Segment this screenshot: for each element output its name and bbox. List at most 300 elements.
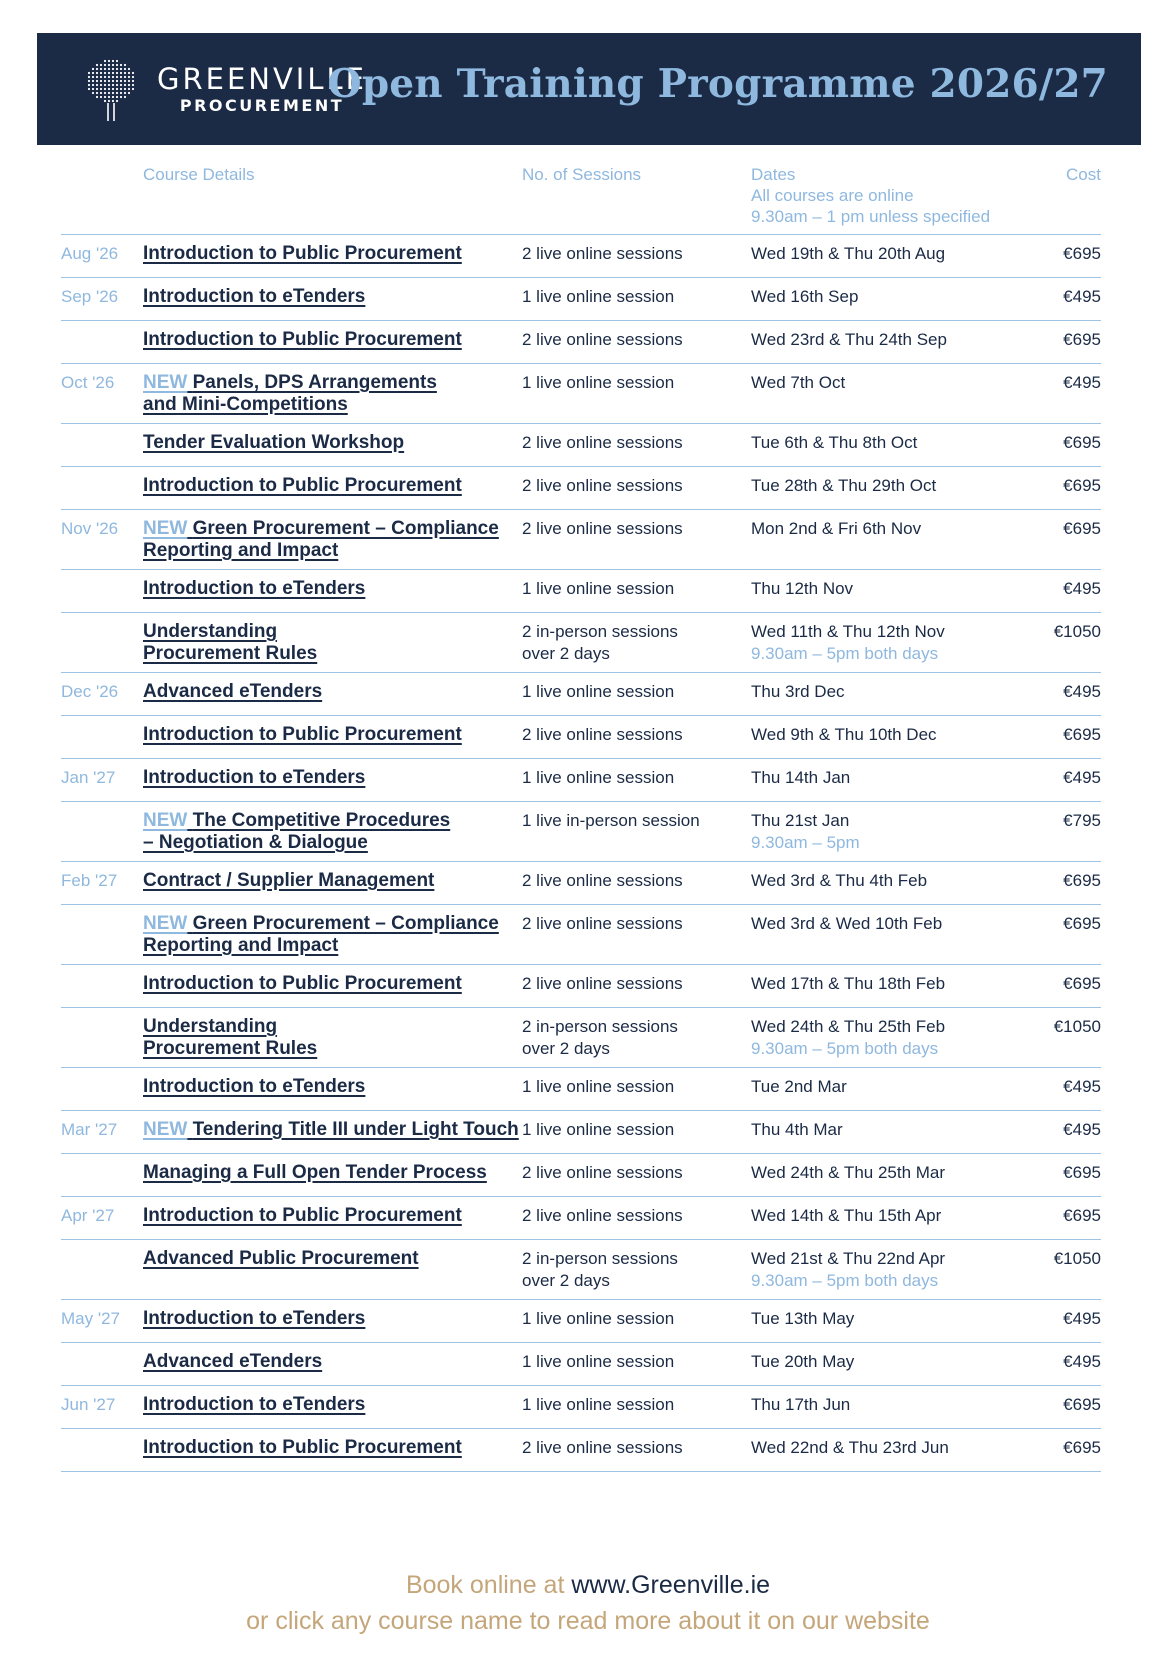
logo-dot (124, 92, 126, 94)
course-cell (143, 1437, 523, 1459)
header-banner (37, 33, 1141, 145)
new-badge[interactable]: NEW (143, 1119, 188, 1140)
logo-dot (92, 84, 94, 86)
month-label: Dec '26 (61, 682, 119, 701)
dates-cell (751, 578, 1041, 600)
logo-dot (116, 88, 118, 90)
logo-dot (120, 76, 122, 78)
dates-text: Wed 24th & Thu 25th Feb (751, 1017, 946, 1036)
dates-cell (751, 621, 1041, 665)
table-row (61, 759, 1101, 802)
header-cost: Cost (1066, 165, 1101, 184)
sessions-text: 2 in-person sessions (522, 1249, 678, 1268)
logo-dot (104, 88, 106, 90)
dates-time-note: 9.30am – 5pm both days (751, 644, 939, 663)
table-row (61, 1008, 1101, 1068)
cost-cell: €495 (1063, 579, 1101, 598)
logo-dot (88, 84, 90, 86)
course-cell (143, 767, 523, 789)
sessions-cell (522, 621, 747, 665)
logo-dot (124, 64, 126, 66)
dates-text: Wed 7th Oct (751, 373, 846, 392)
header-dates-note2: 9.30am – 1 pm unless specified (751, 207, 991, 226)
logo-dot (104, 84, 106, 86)
sessions-text: 2 live online sessions (522, 433, 683, 452)
logo-dot (116, 60, 118, 62)
logo-dot (120, 84, 122, 86)
dates-text: Wed 14th & Thu 15th Apr (751, 1206, 942, 1225)
sessions-text: 2 live online sessions (522, 476, 683, 495)
table-row (61, 278, 1101, 321)
logo-dot (112, 100, 114, 102)
logo-dot (132, 88, 134, 90)
cost-cell: €695 (1063, 725, 1101, 744)
dates-cell (751, 372, 1041, 394)
logo-dot (108, 88, 110, 90)
course-cell (143, 243, 523, 265)
course-link[interactable]: Introduction to Public Procurement (143, 329, 462, 350)
greenville-tree-logo-icon (81, 55, 141, 123)
cost-cell: €795 (1063, 811, 1101, 830)
logo-dot (104, 64, 106, 66)
logo-dot (112, 88, 114, 90)
logo-dot (116, 84, 118, 86)
dates-cell (751, 681, 1041, 703)
sessions-text: 2 in-person sessions (522, 1017, 678, 1036)
course-cell (143, 1351, 523, 1373)
logo-dot (108, 92, 110, 94)
cost-cell: €695 (1063, 519, 1101, 538)
table-row (61, 424, 1101, 467)
logo-dot (108, 80, 110, 82)
header-dates-note1: All courses are online (751, 186, 914, 205)
sessions-text: 1 live online session (522, 768, 675, 787)
dates-cell (751, 475, 1041, 497)
dates-text: Tue 28th & Thu 29th Oct (751, 476, 937, 495)
sessions-text: 1 live online session (522, 287, 675, 306)
dates-text: Thu 21st Jan (751, 811, 850, 830)
sessions-text: 1 live online session (522, 1352, 675, 1371)
sessions-text: 2 live online sessions (522, 1163, 683, 1182)
course-cell (143, 1394, 523, 1416)
logo-dot (96, 80, 98, 82)
course-cell (143, 286, 523, 308)
cost-cell: €495 (1063, 287, 1101, 306)
logo-dot (128, 80, 130, 82)
table-row (61, 1300, 1101, 1343)
course-link[interactable]: Introduction to Public Procurement (143, 243, 462, 264)
sessions-cell (522, 1076, 747, 1098)
sessions-text: 1 live online session (522, 682, 675, 701)
cost-cell: €695 (1063, 974, 1101, 993)
dates-text: Tue 6th & Thu 8th Oct (751, 433, 918, 452)
logo-dot (108, 72, 110, 74)
new-badge[interactable]: NEW (143, 518, 188, 539)
course-link[interactable]: Tender Evaluation Workshop (143, 432, 405, 453)
course-cell (143, 973, 523, 995)
course-link[interactable]: Reporting and Impact (143, 540, 339, 561)
logo-dot (104, 60, 106, 62)
table-row (61, 862, 1101, 905)
course-link[interactable]: Introduction to eTenders (143, 578, 366, 599)
month-label: Nov '26 (61, 519, 119, 538)
page-title: Open Training Programme 2026/27 (327, 61, 1108, 107)
sessions-text: 1 live online session (522, 1395, 675, 1414)
logo-dot (112, 76, 114, 78)
logo-dot (92, 92, 94, 94)
dates-time-note: 9.30am – 5pm both days (751, 1039, 939, 1058)
dates-text: Thu 4th Mar (751, 1120, 843, 1139)
course-link[interactable]: Introduction to Public Procurement (143, 1205, 462, 1226)
logo-dot (96, 92, 98, 94)
sessions-text: 2 in-person sessions (522, 622, 678, 641)
course-link[interactable]: Advanced eTenders (143, 681, 323, 702)
website-link[interactable]: www.Greenville.ie (571, 1571, 771, 1599)
course-link[interactable]: Contract / Supplier Management (143, 870, 435, 891)
brand-sub: PROCUREMENT (179, 96, 345, 115)
dates-cell (751, 329, 1041, 351)
logo-dot (92, 68, 94, 70)
dates-time-note: 9.30am – 5pm both days (751, 1271, 939, 1290)
cost-cell: €495 (1063, 1352, 1101, 1371)
cost-cell: €695 (1063, 244, 1101, 263)
logo-dot (88, 72, 90, 74)
cost-cell: €695 (1063, 1438, 1101, 1457)
sessions-text: over 2 days (522, 1271, 610, 1290)
logo-dot (128, 76, 130, 78)
course-link[interactable]: Introduction to eTenders (143, 1076, 366, 1097)
logo-dot (108, 96, 110, 98)
table-row (61, 965, 1101, 1008)
sessions-cell (522, 1119, 747, 1141)
logo-dot (132, 72, 134, 74)
table-row (61, 510, 1101, 570)
sessions-cell (522, 1308, 747, 1330)
logo-dot (112, 92, 114, 94)
logo-dot (120, 68, 122, 70)
sessions-cell (522, 243, 747, 265)
dates-text: Wed 3rd & Thu 4th Feb (751, 871, 928, 890)
logo-dot (120, 64, 122, 66)
sessions-cell (522, 724, 747, 746)
logo-dot (112, 60, 114, 62)
sessions-text: 2 live online sessions (522, 330, 683, 349)
table-row (61, 321, 1101, 364)
logo-dot (120, 96, 122, 98)
new-badge[interactable]: NEW (143, 810, 188, 831)
cost-cell: €695 (1063, 433, 1101, 452)
logo-dot (112, 80, 114, 82)
course-cell (143, 372, 523, 416)
logo-dot (124, 96, 126, 98)
dates-cell (751, 286, 1041, 308)
logo-dot (112, 84, 114, 86)
dates-cell (751, 1076, 1041, 1098)
logo-dot (128, 84, 130, 86)
logo-dot (100, 96, 102, 98)
logo-dot (100, 80, 102, 82)
logo-dot (104, 68, 106, 70)
logo-dot (92, 76, 94, 78)
logo-dot (104, 96, 106, 98)
cost-cell: €1050 (1053, 622, 1101, 641)
dates-text: Wed 24th & Thu 25th Mar (751, 1163, 946, 1182)
logo-dot (116, 80, 118, 82)
logo-dot (120, 80, 122, 82)
course-link[interactable]: Introduction to eTenders (143, 286, 366, 307)
table-row (61, 1240, 1101, 1300)
course-cell (143, 913, 523, 957)
table-row (61, 1111, 1101, 1154)
course-cell (143, 518, 523, 562)
sessions-text: 1 live online session (522, 1309, 675, 1328)
dates-cell (751, 518, 1041, 540)
sessions-cell (522, 432, 747, 454)
sessions-text: 2 live online sessions (522, 1206, 683, 1225)
sessions-cell (522, 518, 747, 540)
sessions-cell (522, 767, 747, 789)
table-row (61, 1068, 1101, 1111)
dates-text: Wed 23rd & Thu 24th Sep (751, 330, 947, 349)
sessions-text: 2 live online sessions (522, 1438, 683, 1457)
header-sessions: No. of Sessions (522, 165, 642, 184)
sessions-cell (522, 1016, 747, 1060)
sessions-cell (522, 913, 747, 935)
course-link[interactable]: Managing a Full Open Tender Process (143, 1162, 487, 1183)
course-cell (143, 329, 523, 351)
logo-dot (112, 64, 114, 66)
sessions-text: 1 live online session (522, 373, 675, 392)
logo-dot (128, 72, 130, 74)
cost-cell: €495 (1063, 373, 1101, 392)
sessions-cell (522, 1205, 747, 1227)
dates-text: Wed 11th & Thu 12th Nov (751, 622, 945, 641)
new-badge[interactable]: NEW (143, 913, 188, 934)
dates-text: Mon 2nd & Fri 6th Nov (751, 519, 922, 538)
logo-dot (128, 88, 130, 90)
logo-dot (120, 72, 122, 74)
dates-text: Wed 17th & Thu 18th Feb (751, 974, 946, 993)
course-link[interactable]: Introduction to Public Procurement (143, 973, 462, 994)
course-link[interactable]: The Competitive Procedures (192, 810, 451, 831)
course-cell (143, 432, 523, 454)
dates-cell (751, 1016, 1041, 1060)
logo-dot (108, 68, 110, 70)
table-row (61, 716, 1101, 759)
header-dates-label: Dates (751, 165, 796, 184)
footer-line1 (0, 1567, 1176, 1603)
logo-dot (104, 100, 106, 102)
course-link[interactable]: Understanding (143, 621, 278, 642)
course-link[interactable]: Advanced eTenders (143, 1351, 323, 1372)
dates-text: Wed 22nd & Thu 23rd Jun (751, 1438, 949, 1457)
sessions-text: 2 live online sessions (522, 519, 683, 538)
sessions-cell (522, 1394, 747, 1416)
dates-text: Thu 3rd Dec (751, 682, 845, 701)
course-link[interactable]: Advanced Public Procurement (143, 1248, 419, 1269)
dates-text: Thu 14th Jan (751, 768, 851, 787)
dates-text: Thu 17th Jun (751, 1395, 851, 1414)
logo-dot (100, 64, 102, 66)
logo-dot (96, 72, 98, 74)
dates-cell (751, 1248, 1041, 1292)
dates-cell (751, 243, 1041, 265)
cost-cell: €495 (1063, 1120, 1101, 1139)
logo-dot (116, 100, 118, 102)
logo-dot (100, 68, 102, 70)
course-cell (143, 1205, 523, 1227)
footer-book-text: Book online at (405, 1571, 572, 1599)
table-row (61, 613, 1101, 673)
logo-dot (108, 60, 110, 62)
sessions-cell (522, 1437, 747, 1459)
logo-dot (96, 88, 98, 90)
logo-dot (104, 92, 106, 94)
logo-dot (116, 92, 118, 94)
month-label: Aug '26 (61, 244, 119, 263)
dates-cell (751, 1351, 1041, 1373)
table-row (61, 467, 1101, 510)
logo-dot (116, 76, 118, 78)
sessions-cell (522, 286, 747, 308)
course-cell (143, 681, 523, 703)
month-label: Sep '26 (61, 287, 119, 306)
course-cell (143, 1076, 523, 1098)
course-link[interactable]: Introduction to eTenders (143, 767, 366, 788)
sessions-cell (522, 578, 747, 600)
course-cell (143, 578, 523, 600)
dates-cell (751, 432, 1041, 454)
cost-cell: €695 (1063, 914, 1101, 933)
logo-dot (104, 80, 106, 82)
sessions-text: over 2 days (522, 644, 610, 663)
course-cell (143, 1162, 523, 1184)
logo-dot (132, 84, 134, 86)
course-link[interactable]: and Mini-Competitions (143, 394, 348, 415)
logo-dot (96, 68, 98, 70)
cost-cell: €495 (1063, 768, 1101, 787)
month-label: Mar '27 (61, 1120, 118, 1139)
logo-dot (116, 72, 118, 74)
course-link[interactable]: Green Procurement – Compliance (192, 518, 499, 539)
dates-cell (751, 1162, 1041, 1184)
course-link[interactable]: Panels, DPS Arrangements (192, 372, 437, 393)
header-dates (751, 164, 990, 227)
logo-dot (116, 68, 118, 70)
logo-dot (88, 76, 90, 78)
cost-cell: €495 (1063, 1077, 1101, 1096)
logo-dot (116, 64, 118, 66)
logo-dot (116, 96, 118, 98)
course-link[interactable]: Introduction to Public Procurement (143, 1437, 462, 1458)
logo-dot (100, 76, 102, 78)
course-link[interactable]: Understanding (143, 1016, 278, 1037)
logo-dot (120, 92, 122, 94)
new-badge[interactable]: NEW (143, 372, 188, 393)
sessions-cell (522, 329, 747, 351)
cost-cell: €695 (1063, 330, 1101, 349)
course-cell (143, 1308, 523, 1330)
sessions-text: 1 live online session (522, 1120, 675, 1139)
logo-dot (108, 84, 110, 86)
table-row (61, 1197, 1101, 1240)
logo-dot (124, 84, 126, 86)
dates-text: Tue 13th May (751, 1309, 855, 1328)
dates-cell (751, 1119, 1041, 1141)
table-body (61, 235, 1101, 1472)
course-link[interactable]: Introduction to Public Procurement (143, 724, 462, 745)
sessions-text: 2 live online sessions (522, 914, 683, 933)
month-label: Jun '27 (61, 1395, 116, 1414)
sessions-text: over 2 days (522, 1039, 610, 1058)
dates-text: Thu 12th Nov (751, 579, 854, 598)
brand-name: GREENVILLE (157, 62, 367, 96)
dates-text: Wed 9th & Thu 10th Dec (751, 725, 937, 744)
course-link[interactable]: Introduction to Public Procurement (143, 475, 462, 496)
sessions-cell (522, 810, 747, 832)
course-link[interactable]: Tendering Title III under Light Touch (192, 1119, 519, 1140)
sessions-cell (522, 870, 747, 892)
sessions-cell (522, 372, 747, 394)
logo-dot (124, 88, 126, 90)
month-label: Apr '27 (61, 1206, 115, 1225)
dates-text: Tue 2nd Mar (751, 1077, 847, 1096)
logo-dot (104, 72, 106, 74)
cost-cell: €495 (1063, 1309, 1101, 1328)
logo-dot (92, 72, 94, 74)
logo-dot (100, 88, 102, 90)
table-row (61, 802, 1101, 862)
logo-dot (112, 68, 114, 70)
course-link[interactable]: Procurement Rules (143, 643, 318, 664)
course-link[interactable]: Reporting and Impact (143, 935, 339, 956)
course-link[interactable]: Procurement Rules (143, 1038, 318, 1059)
course-link[interactable]: Introduction to eTenders (143, 1308, 366, 1329)
logo-dot (112, 72, 114, 74)
course-link[interactable]: Introduction to eTenders (143, 1394, 366, 1415)
sessions-cell (522, 475, 747, 497)
dates-cell (751, 1394, 1041, 1416)
logo-dot (108, 64, 110, 66)
cost-cell: €695 (1063, 1395, 1101, 1414)
month-label: Jan '27 (61, 768, 116, 787)
course-cell (143, 810, 523, 854)
logo-dot (92, 80, 94, 82)
sessions-cell (522, 1162, 747, 1184)
logo-dot (112, 96, 114, 98)
logo-dot (124, 72, 126, 74)
cost-cell: €695 (1063, 1206, 1101, 1225)
course-cell (143, 1248, 523, 1270)
cost-cell: €1050 (1053, 1249, 1101, 1268)
course-cell (143, 1016, 523, 1060)
cost-cell: €695 (1063, 1163, 1101, 1182)
dates-cell (751, 810, 1041, 854)
table-row (61, 673, 1101, 716)
month-label: Oct '26 (61, 373, 115, 392)
course-cell (143, 621, 523, 665)
logo-dot (88, 80, 90, 82)
dates-text: Wed 3rd & Wed 10th Feb (751, 914, 943, 933)
cost-cell: €1050 (1053, 1017, 1101, 1036)
table-row (61, 570, 1101, 613)
course-link[interactable]: – Negotiation & Dialogue (143, 832, 368, 853)
table-row (61, 235, 1101, 278)
table-row (61, 905, 1101, 965)
sessions-cell (522, 973, 747, 995)
logo-dot (108, 100, 110, 102)
course-link[interactable]: Green Procurement – Compliance (192, 913, 499, 934)
